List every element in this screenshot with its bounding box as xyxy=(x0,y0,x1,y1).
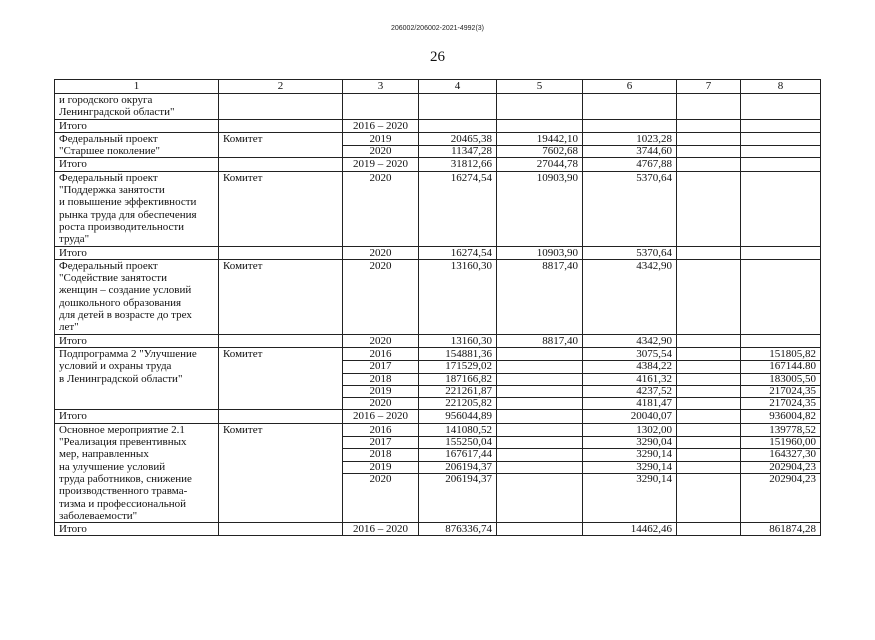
federal-cell xyxy=(497,246,583,259)
cell-value: 217024,35 xyxy=(741,385,820,397)
cell-value: 151805,82 xyxy=(769,347,816,360)
cell-value xyxy=(741,94,820,106)
cell-value: 2016 xyxy=(369,347,392,360)
cell-value: 861874,28 xyxy=(769,523,816,536)
year-cell xyxy=(343,171,419,246)
cell-value: 3744,60 xyxy=(583,145,676,157)
program-name-line: и повышение эффективности xyxy=(59,196,197,209)
local-cell xyxy=(677,259,741,334)
program-name-line: "Содействие занятости xyxy=(59,272,167,285)
table-row xyxy=(55,334,821,347)
program-name-line: Ленинградской области" xyxy=(59,106,175,119)
cell-value xyxy=(677,172,740,184)
document-id: 206002/206002-2021-4992(3) xyxy=(390,25,485,32)
federal-cell xyxy=(497,523,583,536)
program-name-line: Итого xyxy=(59,410,87,423)
executor-cell xyxy=(219,119,343,132)
executor-cell: Комитет xyxy=(219,423,343,522)
federal-cell xyxy=(497,132,583,158)
cell-value: 202904,23 xyxy=(741,473,820,485)
regional-cell xyxy=(583,259,677,334)
program-name-line: дошкольного образования xyxy=(59,296,182,309)
program-name-line: для детей в возрасте до трех xyxy=(59,309,192,322)
executor-cell: Комитет xyxy=(219,259,343,334)
program-name-line: "Реализация превентивных xyxy=(59,436,187,449)
cell-value xyxy=(677,424,740,436)
table-row xyxy=(55,158,821,171)
total-cell xyxy=(419,132,497,158)
cell-value xyxy=(343,94,418,106)
program-name-line: Итого xyxy=(59,246,87,259)
column-header: 1 xyxy=(55,80,219,94)
program-name-line: труда работников, снижение xyxy=(59,472,192,485)
year-cell xyxy=(343,94,419,120)
cell-value: 27044,78 xyxy=(536,158,578,171)
program-name-cell xyxy=(55,423,219,522)
cell-value: 4161,32 xyxy=(583,373,676,385)
year-cell xyxy=(343,132,419,158)
program-name-line: мер, направленных xyxy=(59,448,149,461)
federal-cell xyxy=(497,158,583,171)
local-cell xyxy=(677,132,741,158)
cell-value: 10903,90 xyxy=(536,246,578,259)
cell-value: 3290,14 xyxy=(583,461,676,473)
cell-value xyxy=(677,335,740,347)
cell-value xyxy=(677,360,740,372)
program-name-line: труда" xyxy=(59,233,90,246)
program-name-line: условий и охраны труда xyxy=(59,360,172,373)
executor-cell: Комитет xyxy=(219,347,343,409)
table-header-row xyxy=(55,80,821,94)
program-name-line: Итого xyxy=(59,523,87,536)
cell-value: 20040,07 xyxy=(630,410,672,423)
cell-value: 2019 – 2020 xyxy=(353,158,408,171)
local-cell xyxy=(677,246,741,259)
cell-value: 4767,88 xyxy=(636,158,672,171)
federal-cell xyxy=(497,334,583,347)
local-cell xyxy=(677,423,741,522)
column-header: 6 xyxy=(583,80,677,94)
local-cell xyxy=(677,94,741,120)
cell-value xyxy=(497,120,582,132)
cell-value xyxy=(583,120,676,132)
cell-value: 4384,22 xyxy=(583,360,676,372)
cell-value: 2016 – 2020 xyxy=(353,410,408,423)
table-row xyxy=(55,94,821,120)
program-name-line: Федеральный проект xyxy=(59,259,158,272)
cell-value xyxy=(741,133,820,145)
cell-value xyxy=(741,120,820,132)
cell-value xyxy=(677,461,740,473)
cell-value: 3290,14 xyxy=(583,473,676,485)
cell-value: 2016 xyxy=(369,423,392,436)
local-cell xyxy=(677,171,741,246)
total-cell xyxy=(419,523,497,536)
cell-value: 4181,47 xyxy=(583,397,676,409)
other-cell xyxy=(741,132,821,158)
cell-value xyxy=(677,436,740,448)
local-cell xyxy=(677,347,741,409)
regional-cell xyxy=(583,132,677,158)
year-cell xyxy=(343,334,419,347)
program-name-line: лет" xyxy=(59,321,79,334)
local-cell xyxy=(677,158,741,171)
cell-value xyxy=(741,145,820,157)
other-cell xyxy=(741,246,821,259)
cell-value: 2017 xyxy=(343,360,418,372)
program-name-line: роста производительности xyxy=(59,220,185,233)
cell-value: 154881,36 xyxy=(445,347,492,360)
program-name-line: тизма и профессиональной xyxy=(59,497,187,510)
cell-value: 10903,90 xyxy=(536,171,578,184)
cell-value xyxy=(677,523,740,535)
regional-cell xyxy=(583,171,677,246)
table-row xyxy=(55,246,821,259)
total-cell xyxy=(419,259,497,334)
year-cell xyxy=(343,158,419,171)
column-header: 4 xyxy=(419,80,497,94)
table-row xyxy=(55,423,821,522)
cell-value xyxy=(497,397,582,409)
cell-value: 1302,00 xyxy=(636,423,672,436)
table-row xyxy=(55,119,821,132)
cell-value xyxy=(677,473,740,485)
cell-value: 876336,74 xyxy=(445,523,492,536)
cell-value: 2019 xyxy=(343,461,418,473)
cell-value: 164327,30 xyxy=(741,448,820,460)
other-cell xyxy=(741,334,821,347)
other-cell xyxy=(741,119,821,132)
cell-value xyxy=(419,94,496,106)
cell-value: 956044,89 xyxy=(445,410,492,423)
cell-value: 171529,02 xyxy=(419,360,496,372)
federal-cell xyxy=(497,171,583,246)
page-number: 26 xyxy=(430,49,445,65)
cell-value: 167617,44 xyxy=(419,448,496,460)
executor-cell xyxy=(219,158,343,171)
cell-value: 4342,90 xyxy=(636,259,672,272)
cell-value xyxy=(497,373,582,385)
regional-cell xyxy=(583,410,677,423)
cell-value: 2020 xyxy=(369,171,392,184)
year-cell xyxy=(343,347,419,409)
cell-value: 2019 xyxy=(343,385,418,397)
table-row xyxy=(55,132,821,158)
total-cell xyxy=(419,158,497,171)
program-name-line: Федеральный проект xyxy=(59,171,158,184)
cell-value: 5370,64 xyxy=(636,171,672,184)
total-cell xyxy=(419,410,497,423)
cell-value: 202904,23 xyxy=(741,461,820,473)
total-cell xyxy=(419,119,497,132)
program-name-line: производственного травма- xyxy=(59,485,188,498)
program-name-line: и городского округа xyxy=(59,94,153,106)
cell-value xyxy=(497,424,582,436)
program-name-line: женщин – создание условий xyxy=(59,284,192,297)
regional-cell xyxy=(583,94,677,120)
table-row xyxy=(55,347,821,409)
total-cell xyxy=(419,94,497,120)
executor-cell: Комитет xyxy=(219,171,343,246)
cell-value xyxy=(741,247,820,259)
program-name-line: в Ленинградской области" xyxy=(59,372,183,385)
program-name-line: Федеральный проект xyxy=(59,132,158,145)
program-name-cell xyxy=(55,523,219,536)
cell-value: 4342,90 xyxy=(636,334,672,347)
cell-value: 139778,52 xyxy=(769,423,816,436)
table-row xyxy=(55,523,821,536)
column-header: 5 xyxy=(497,80,583,94)
cell-value: 16274,54 xyxy=(450,246,492,259)
cell-value xyxy=(741,335,820,347)
cell-value xyxy=(583,94,676,106)
cell-value xyxy=(497,523,582,535)
program-name-cell xyxy=(55,171,219,246)
other-cell xyxy=(741,259,821,334)
program-name-line: заболеваемости" xyxy=(59,509,138,522)
cell-value: 2018 xyxy=(343,448,418,460)
cell-value: 1023,28 xyxy=(636,132,672,145)
year-cell xyxy=(343,246,419,259)
cell-value: 3290,14 xyxy=(583,448,676,460)
regional-cell xyxy=(583,158,677,171)
cell-value xyxy=(677,448,740,460)
cell-value xyxy=(497,410,582,422)
cell-value: 2019 xyxy=(369,132,392,145)
program-name-cell xyxy=(55,259,219,334)
cell-value xyxy=(497,448,582,460)
column-header: 8 xyxy=(741,80,821,94)
local-cell xyxy=(677,523,741,536)
cell-value xyxy=(677,247,740,259)
cell-value: 183005,50 xyxy=(741,373,820,385)
cell-value: 2018 xyxy=(343,373,418,385)
cell-value: 31812,66 xyxy=(450,158,492,171)
cell-value xyxy=(677,385,740,397)
program-name-cell xyxy=(55,246,219,259)
year-cell xyxy=(343,523,419,536)
cell-value: 14462,46 xyxy=(630,523,672,536)
year-cell xyxy=(343,259,419,334)
cell-value xyxy=(497,385,582,397)
federal-cell xyxy=(497,259,583,334)
table-row xyxy=(55,171,821,246)
table-row xyxy=(55,410,821,423)
regional-cell xyxy=(583,334,677,347)
cell-value: 2020 xyxy=(343,397,418,409)
executor-cell xyxy=(219,334,343,347)
cell-value xyxy=(497,360,582,372)
other-cell xyxy=(741,523,821,536)
program-name-line: Подпрограмма 2 "Улучшение xyxy=(59,347,197,360)
cell-value: 2017 xyxy=(343,436,418,448)
federal-cell xyxy=(497,423,583,522)
total-cell xyxy=(419,423,497,522)
cell-value xyxy=(677,397,740,409)
local-cell xyxy=(677,119,741,132)
regional-cell xyxy=(583,523,677,536)
program-name-line: "Старшее поколение" xyxy=(59,145,161,158)
program-name-line: Итого xyxy=(59,158,87,171)
cell-value: 5370,64 xyxy=(636,246,672,259)
cell-value: 7602,68 xyxy=(497,145,582,157)
program-name-line: рынка труда для обеспечения xyxy=(59,208,197,221)
program-name-cell xyxy=(55,347,219,409)
other-cell xyxy=(741,423,821,522)
cell-value xyxy=(497,461,582,473)
regional-cell xyxy=(583,119,677,132)
cell-value xyxy=(677,260,740,272)
cell-value: 221205,82 xyxy=(419,397,496,409)
cell-value: 20465,38 xyxy=(450,132,492,145)
cell-value: 2020 xyxy=(369,246,392,259)
executor-cell xyxy=(219,94,343,120)
cell-value xyxy=(741,260,820,272)
cell-value: 4237,52 xyxy=(583,385,676,397)
cell-value: 2020 xyxy=(369,259,392,272)
executor-cell xyxy=(219,523,343,536)
cell-value xyxy=(741,172,820,184)
cell-value xyxy=(677,410,740,422)
executor-cell xyxy=(219,410,343,423)
cell-value: 206194,37 xyxy=(419,473,496,485)
cell-value xyxy=(677,373,740,385)
cell-value xyxy=(419,120,496,132)
local-cell xyxy=(677,334,741,347)
cell-value: 16274,54 xyxy=(450,171,492,184)
cell-value: 151960,00 xyxy=(741,436,820,448)
cell-value: 217024,35 xyxy=(741,397,820,409)
program-name-line: "Поддержка занятости xyxy=(59,184,165,197)
cell-value: 13160,30 xyxy=(450,259,492,272)
cell-value: 8817,40 xyxy=(542,259,578,272)
cell-value: 167144.80 xyxy=(741,360,820,372)
total-cell xyxy=(419,347,497,409)
cell-value: 936004,82 xyxy=(769,410,816,423)
cell-value xyxy=(741,158,820,170)
total-cell xyxy=(419,334,497,347)
federal-cell xyxy=(497,119,583,132)
total-cell xyxy=(419,171,497,246)
cell-value: 13160,30 xyxy=(450,334,492,347)
program-name-cell xyxy=(55,334,219,347)
cell-value: 155250,04 xyxy=(419,436,496,448)
other-cell xyxy=(741,158,821,171)
regional-cell xyxy=(583,347,677,409)
other-cell xyxy=(741,347,821,409)
cell-value: 19442,10 xyxy=(536,132,578,145)
cell-value: 11347,28 xyxy=(419,145,496,157)
program-name-line: Итого xyxy=(59,119,87,132)
cell-value: 221261,87 xyxy=(419,385,496,397)
cell-value: 141080,52 xyxy=(445,423,492,436)
cell-value: 187166,82 xyxy=(419,373,496,385)
cell-value: 3290,04 xyxy=(583,436,676,448)
cell-value: 206194,37 xyxy=(419,461,496,473)
cell-value xyxy=(677,145,740,157)
total-cell xyxy=(419,246,497,259)
cell-value xyxy=(497,94,582,106)
table-row xyxy=(55,259,821,334)
program-name-line: на улучшение условий xyxy=(59,460,166,473)
cell-value xyxy=(677,94,740,106)
other-cell xyxy=(741,94,821,120)
budget-table xyxy=(54,79,821,536)
cell-value: 3075,54 xyxy=(636,347,672,360)
program-name-cell xyxy=(55,158,219,171)
regional-cell xyxy=(583,246,677,259)
program-name-cell xyxy=(55,119,219,132)
cell-value xyxy=(497,436,582,448)
cell-value: 8817,40 xyxy=(542,334,578,347)
program-name-line: Итого xyxy=(59,334,87,347)
cell-value: 2020 xyxy=(343,473,418,485)
program-name-cell xyxy=(55,410,219,423)
executor-cell: Комитет xyxy=(219,132,343,158)
column-header: 7 xyxy=(677,80,741,94)
regional-cell xyxy=(583,423,677,522)
other-cell xyxy=(741,410,821,423)
year-cell xyxy=(343,410,419,423)
year-cell xyxy=(343,119,419,132)
cell-value: 2020 xyxy=(369,334,392,347)
program-name-cell xyxy=(55,94,219,120)
local-cell xyxy=(677,410,741,423)
cell-value xyxy=(677,133,740,145)
cell-value: 2016 – 2020 xyxy=(353,119,408,132)
cell-value: 2020 xyxy=(343,145,418,157)
column-header: 2 xyxy=(219,80,343,94)
cell-value xyxy=(677,348,740,360)
cell-value xyxy=(677,158,740,170)
cell-value xyxy=(497,473,582,485)
federal-cell xyxy=(497,94,583,120)
other-cell xyxy=(741,171,821,246)
column-header: 3 xyxy=(343,80,419,94)
federal-cell xyxy=(497,347,583,409)
year-cell xyxy=(343,423,419,522)
cell-value: 2016 – 2020 xyxy=(353,523,408,536)
executor-cell xyxy=(219,246,343,259)
program-name-cell xyxy=(55,132,219,158)
program-name-line: Основное мероприятие 2.1 xyxy=(59,423,185,436)
cell-value xyxy=(677,120,740,132)
federal-cell xyxy=(497,410,583,423)
cell-value xyxy=(497,348,582,360)
